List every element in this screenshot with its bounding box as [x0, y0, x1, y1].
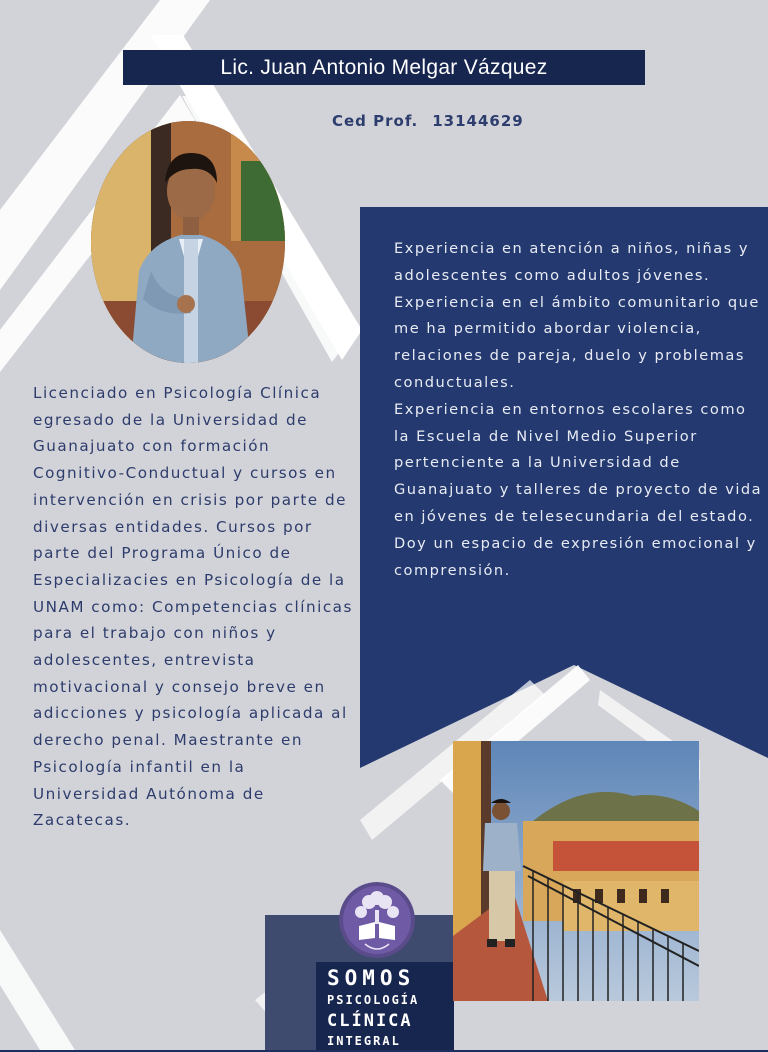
- experience-paragraph: Experiencia en entornos escolares como la Escuela de Nivel Medio Superior pertenciente a la Universidad de Guanajuato y talleres de proyecto de vida en jóvenes de telesecundaria del estado.: [394, 400, 763, 525]
- license-label: Ced Prof.: [332, 112, 419, 130]
- portrait-illustration: [91, 121, 285, 363]
- experience-paragraph: Experiencia en atención a niños, niñas y adolescentes como adultos jóvenes.: [394, 240, 750, 284]
- bio-text: Licenciado en Psicología Clínica egresado de la Universidad de Guanajuato con formación Cognitivo-Conductual y cursos en intervención en crisis por parte de diversas entidades. Cursos por parte del Programa Único de Especializacies en Psicología de la UNAM como: Competencias clínicas para el trabajo con niños y adolescentes, entrevista motivacional y consejo breve en adicciones y psicología aplicada al derecho penal. Maestrante en Psicología infantil en la Universidad Autónoma de Zacatecas.: [33, 384, 353, 830]
- tree-book-logo: [339, 882, 415, 958]
- brand-wordmark: [316, 964, 456, 1049]
- brand-line-somos: SOMOS: [327, 966, 416, 990]
- license-line: [332, 112, 524, 130]
- professional-name: Lic. Juan Antonio Melgar Vázquez: [220, 55, 548, 79]
- experience-paragraph: Experiencia en el ámbito comunitario que me ha permitido abordar violencia, relaciones de pareja, duelo y problemas conductuales.: [394, 293, 760, 391]
- brand-line-psicologia: PSICOLOGÍA: [327, 993, 420, 1007]
- balcony-illustration: [453, 741, 699, 1001]
- balcony-photo: [453, 741, 699, 1001]
- experience-paragraph: Doy un espacio de expresión emocional y comprensión.: [394, 534, 757, 579]
- license-number: 13144629: [432, 112, 524, 130]
- brand-line-clinica: CLÍNICA: [327, 1011, 413, 1031]
- experience-text: [394, 236, 764, 584]
- portrait-photo: [91, 121, 285, 363]
- brand-line-integral: INTEGRAL: [327, 1034, 401, 1048]
- brand-logo: [339, 882, 415, 958]
- name-banner: [123, 50, 645, 85]
